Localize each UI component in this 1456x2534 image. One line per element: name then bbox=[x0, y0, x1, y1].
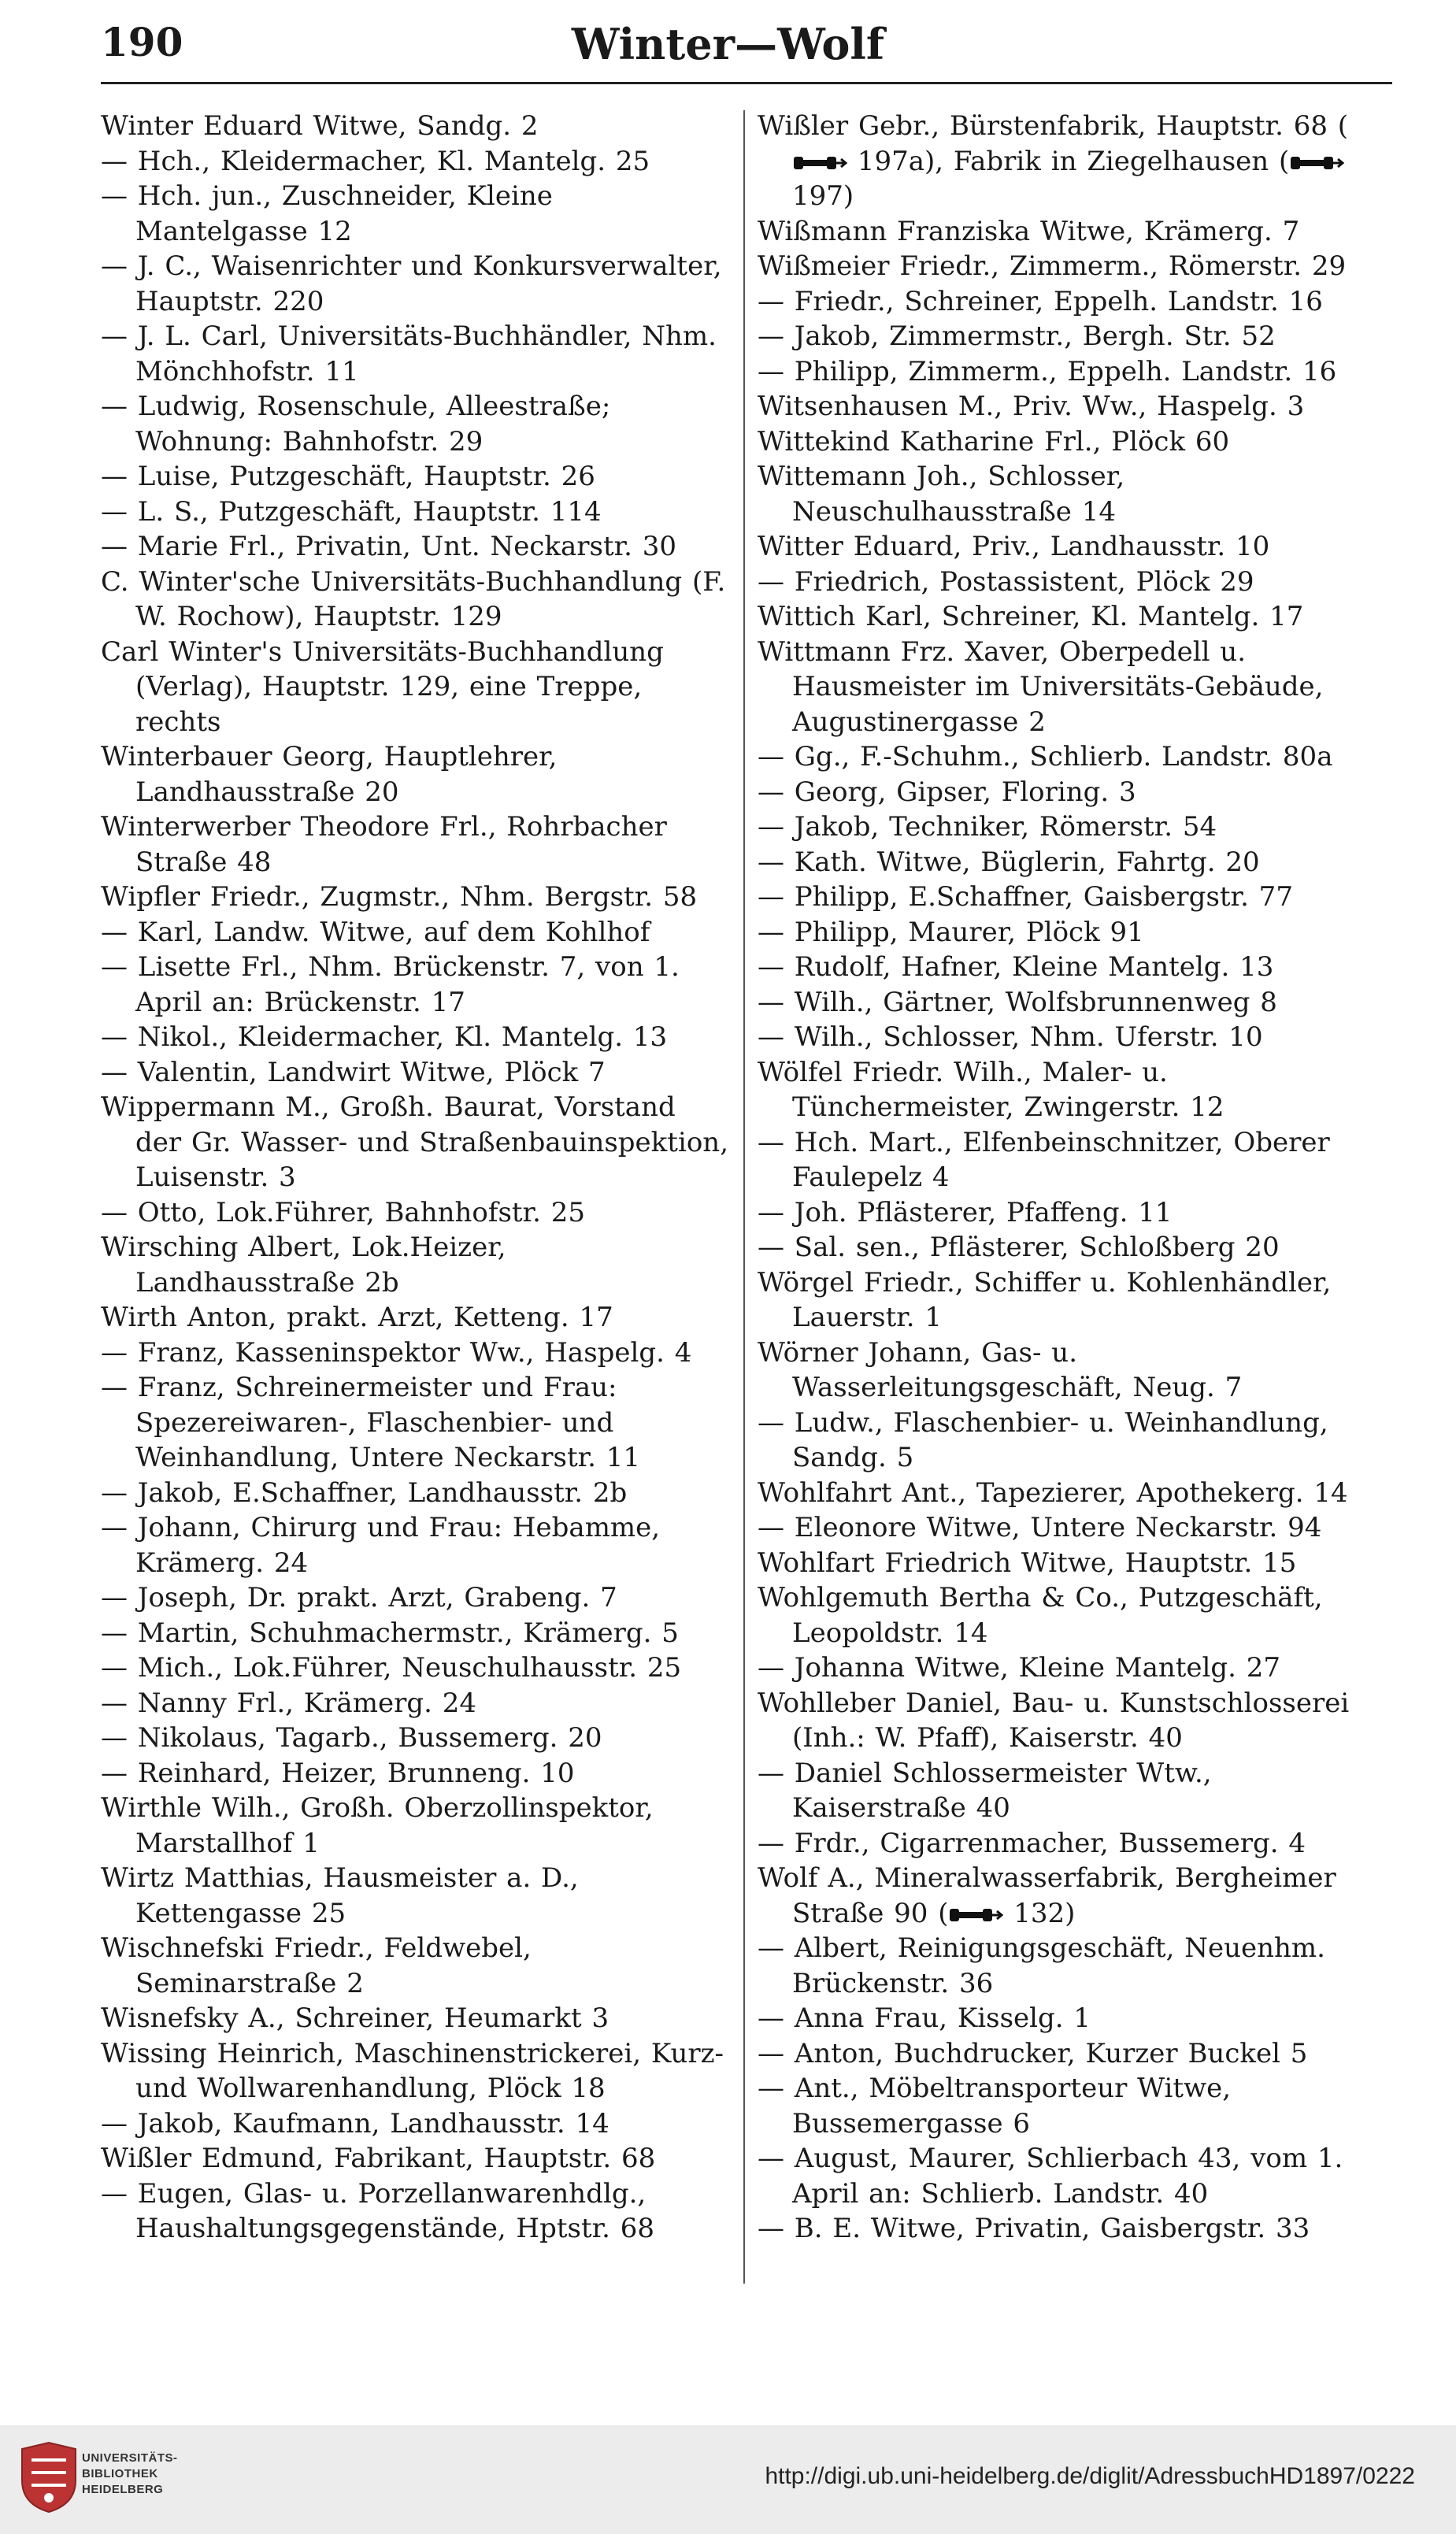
directory-entry: — Otto, Lok.Führer, Bahnhofstr. 25 bbox=[101, 1196, 585, 1228]
directory-entry: — Anna Frau, Kisselg. 1 bbox=[758, 2002, 1091, 2034]
directory-entry: Wohlfart Friedrich Witwe, Hauptstr. 15 bbox=[758, 1547, 1297, 1579]
directory-entry: Winter Eduard Witwe, Sandg. 2 bbox=[101, 110, 539, 142]
library-seal-icon bbox=[17, 2441, 80, 2514]
directory-entry: — Nanny Frl., Krämerg. 24 bbox=[101, 1687, 476, 1719]
directory-entry: Wippermann M., Großh. Baurat, Vorstand der Gr. Wasser- und Straßenbauinspektion, Luisenstr. 3 bbox=[101, 1091, 728, 1193]
directory-entry: — Martin, Schuhmachermstr., Krämerg. 5 bbox=[101, 1617, 679, 1649]
directory-entry: — Lisette Frl., Nhm. Brückenstr. 7, von 1. April an: Brückenstr. 17 bbox=[101, 951, 680, 1018]
page-number: 190 bbox=[101, 19, 183, 65]
logo-line: HEIDELBERG bbox=[82, 2483, 164, 2496]
directory-entry: Winterbauer Georg, Hauptlehrer, Landhausstraße 20 bbox=[101, 741, 558, 808]
directory-entry bbox=[758, 109, 1394, 214]
directory-entry: — Mich., Lok.Führer, Neuschulhausstr. 25 bbox=[101, 1652, 682, 1684]
entry-text: Wolf A., Mineralwasserfabrik, Bergheimer Straße 90 ( bbox=[758, 1862, 1336, 1929]
directory-entry: Wohlgemuth Bertha & Co., Putzgeschäft, Leopoldstr. 14 bbox=[758, 1582, 1323, 1649]
directory-entry: — Gg., F.-Schuhm., Schlierb. Landstr. 80a bbox=[758, 741, 1333, 772]
logo-line: UNIVERSITÄTS- bbox=[82, 2451, 178, 2465]
directory-entry: Wohlleber Daniel, Bau- u. Kunstschlosserei (Inh.: W. Pfaff), Kaiserstr. 40 bbox=[758, 1687, 1350, 1754]
directory-entry: — Eugen, Glas- u. Porzellanwarenhdlg., Haushaltungsgegenstände, Hptstr. 68 bbox=[101, 2177, 655, 2244]
directory-entry: Wirthle Wilh., Großh. Oberzollinspektor, Marstallhof 1 bbox=[101, 1792, 654, 1859]
directory-entry: — Marie Frl., Privatin, Unt. Neckarstr. 30 bbox=[101, 531, 676, 562]
directory-entry: — Frdr., Cigarrenmacher, Bussemerg. 4 bbox=[758, 1827, 1306, 1859]
directory-entry: — Hch. jun., Zuschneider, Kleine Mantelgasse 12 bbox=[101, 180, 553, 247]
directory-entry: — Ludw., Flaschenbier- u. Weinhandlung, Sandg. 5 bbox=[758, 1406, 1328, 1473]
directory-entry: Wohlfahrt Ant., Tapezierer, Apothekerg. 14 bbox=[758, 1476, 1348, 1509]
directory-entry: Wirtz Matthias, Hausmeister a. D., Kettengasse 25 bbox=[101, 1862, 579, 1929]
directory-entry: — Nikol., Kleidermacher, Kl. Mantelg. 13 bbox=[101, 1021, 668, 1053]
directory-entry: Wirth Anton, prakt. Arzt, Ketteng. 17 bbox=[101, 1302, 613, 1333]
page-title: Winter—Wolf bbox=[571, 19, 885, 69]
directory-entry: — Ludwig, Rosenschule, Alleestraße; Wohnung: Bahnhofstr. 29 bbox=[101, 391, 611, 458]
directory-entry: Witter Eduard, Priv., Landhausstr. 10 bbox=[758, 531, 1270, 562]
directory-entry: — Jakob, Kaufmann, Landhausstr. 14 bbox=[101, 2107, 609, 2139]
directory-entry: — Philipp, Maurer, Plöck 91 bbox=[758, 916, 1144, 948]
entry-text: 132) bbox=[1003, 1897, 1076, 1929]
directory-entry: Carl Winter's Universitäts-Buchhandlung (Verlag), Hauptstr. 129, eine Treppe, rechts bbox=[101, 635, 664, 738]
directory-entry: — J. L. Carl, Universitäts-Buchhändler, Nhm. Mönchhofstr. 11 bbox=[101, 320, 717, 387]
directory-entry: Wittich Karl, Schreiner, Kl. Mantelg. 17 bbox=[758, 601, 1304, 632]
directory-entry: — Reinhard, Heizer, Brunneng. 10 bbox=[101, 1757, 575, 1789]
directory-entry: Wischnefski Friedr., Feldwebel, Seminarstraße 2 bbox=[101, 1932, 532, 1999]
column-divider bbox=[743, 110, 745, 2284]
directory-entry: — August, Maurer, Schlierbach 43, vom 1. April an: Schlierb. Landstr. 40 bbox=[758, 2143, 1343, 2210]
right-column bbox=[758, 109, 1394, 2247]
telephone-icon bbox=[792, 153, 847, 173]
directory-entry: — Friedrich, Postassistent, Plöck 29 bbox=[758, 565, 1254, 598]
directory-entry: — J. C., Waisenrichter und Konkursverwalter, Hauptstr. 220 bbox=[101, 250, 722, 317]
directory-entry bbox=[758, 1861, 1394, 1931]
directory-entry: — Sal. sen., Pflästerer, Schloßberg 20 bbox=[758, 1232, 1280, 1263]
directory-entry: — Kath. Witwe, Büglerin, Fahrtg. 20 bbox=[758, 846, 1260, 878]
entry-text: Wißler Gebr., Bürstenfabrik, Hauptstr. 68 ( bbox=[758, 110, 1349, 142]
directory-entry: Wipfler Friedr., Zugmstr., Nhm. Bergstr. 58 bbox=[101, 881, 698, 913]
directory-entry: — Johanna Witwe, Kleine Mantelg. 27 bbox=[758, 1652, 1281, 1684]
directory-entry: — Daniel Schlossermeister Wtw., Kaiserstraße 40 bbox=[758, 1757, 1212, 1824]
directory-entry: — Franz, Schreinermeister und Frau: Spezereiwaren-, Flaschenbier- und Weinhandlung, Untere Neckarstr. 11 bbox=[101, 1372, 641, 1473]
directory-entry: — Ant., Möbeltransporteur Witwe, Bussemergasse 6 bbox=[758, 2073, 1232, 2139]
library-logo-text bbox=[82, 2451, 178, 2498]
directory-entry: — Wilh., Schlosser, Nhm. Uferstr. 10 bbox=[758, 1021, 1263, 1053]
directory-entry: — Jakob, Zimmermstr., Bergh. Str. 52 bbox=[758, 320, 1276, 352]
directory-entry: — Philipp, Zimmerm., Eppelh. Landstr. 16 bbox=[758, 355, 1337, 387]
directory-entry: — Nikolaus, Tagarb., Bussemerg. 20 bbox=[101, 1722, 602, 1754]
directory-entry: Wißmeier Friedr., Zimmerm., Römerstr. 29 bbox=[758, 250, 1347, 282]
header-rule bbox=[101, 82, 1392, 84]
directory-entry: Wißmann Franziska Witwe, Krämerg. 7 bbox=[758, 215, 1300, 247]
directory-entry: — Friedr., Schreiner, Eppelh. Landstr. 16 bbox=[758, 285, 1323, 317]
directory-entry: — Hch. Mart., Elfenbeinschnitzer, Oberer Faulepelz 4 bbox=[758, 1126, 1330, 1193]
left-column bbox=[101, 109, 731, 2247]
source-url-link[interactable]: http://digi.ub.uni-heidelberg.de/diglit/AdressbuchHD1897/0222 bbox=[765, 2463, 1415, 2489]
directory-entry: Wörner Johann, Gas- u. Wasserleitungsgeschäft, Neug. 7 bbox=[758, 1336, 1243, 1403]
footer-bar bbox=[0, 2425, 1456, 2534]
directory-entry: — Wilh., Gärtner, Wolfsbrunnenweg 8 bbox=[758, 986, 1277, 1018]
directory-entry: Wissing Heinrich, Maschinenstrickerei, Kurz- und Wollwarenhandlung, Plöck 18 bbox=[101, 2037, 724, 2104]
directory-entry: — Jakob, E.Schaffner, Landhausstr. 2b bbox=[101, 1476, 628, 1509]
directory-entry: Wittekind Katharine Frl., Plöck 60 bbox=[758, 425, 1230, 458]
directory-entry: — Karl, Landw. Witwe, auf dem Kohlhof bbox=[101, 916, 650, 948]
directory-entry: Wittemann Joh., Schlosser, Neuschulhausstraße 14 bbox=[758, 461, 1125, 528]
directory-entry: — Hch., Kleidermacher, Kl. Mantelg. 25 bbox=[101, 145, 650, 177]
directory-entry: Wißler Edmund, Fabrikant, Hauptstr. 68 bbox=[101, 2143, 656, 2174]
directory-entry: — Georg, Gipser, Floring. 3 bbox=[758, 776, 1136, 808]
directory-entry: — Anton, Buchdrucker, Kurzer Buckel 5 bbox=[758, 2037, 1308, 2069]
entry-text: 197a), Fabrik in Ziegelhausen ( bbox=[847, 145, 1290, 177]
directory-entry: C. Winter'sche Universitäts-Buchhandlung (F. W. Rochow), Hauptstr. 129 bbox=[101, 565, 726, 632]
entry-text: 197) bbox=[792, 180, 854, 212]
directory-entry: Wölfel Friedr. Wilh., Maler- u. Tünchermeister, Zwingerstr. 12 bbox=[758, 1056, 1224, 1123]
directory-entry: — Franz, Kasseninspektor Ww., Haspelg. 4 bbox=[101, 1336, 692, 1369]
directory-entry: — L. S., Putzgeschäft, Hauptstr. 114 bbox=[101, 495, 602, 528]
directory-entry: — Johann, Chirurg und Frau: Hebamme, Krämerg. 24 bbox=[101, 1512, 661, 1579]
directory-entry: — Luise, Putzgeschäft, Hauptstr. 26 bbox=[101, 461, 595, 492]
telephone-icon bbox=[948, 1905, 1003, 1925]
directory-entry: Wittmann Frz. Xaver, Oberpedell u. Hausmeister im Universitäts-Gebäude, Augustinergasse 2 bbox=[758, 635, 1324, 738]
directory-entry: — Joh. Pflästerer, Pfaffeng. 11 bbox=[758, 1196, 1173, 1228]
directory-entry: — Joseph, Dr. prakt. Arzt, Grabeng. 7 bbox=[101, 1582, 617, 1613]
directory-entry: Witsenhausen M., Priv. Ww., Haspelg. 3 bbox=[758, 391, 1305, 422]
directory-entry: — Philipp, E.Schaffner, Gaisbergstr. 77 bbox=[758, 881, 1293, 913]
directory-entry: — Valentin, Landwirt Witwe, Plöck 7 bbox=[101, 1056, 606, 1088]
directory-entry: Winterwerber Theodore Frl., Rohrbacher Straße 48 bbox=[101, 811, 667, 878]
directory-entry: Wörgel Friedr., Schiffer u. Kohlenhändler, Lauerstr. 1 bbox=[758, 1266, 1332, 1333]
directory-entry: — Albert, Reinigungsgeschäft, Neuenhm. Brückenstr. 36 bbox=[758, 1932, 1325, 1999]
page-header bbox=[0, 19, 1456, 69]
directory-entry: Wisnefsky A., Schreiner, Heumarkt 3 bbox=[101, 2002, 609, 2034]
directory-entry: — B. E. Witwe, Privatin, Gaisbergstr. 33 bbox=[758, 2213, 1310, 2244]
logo-line: BIBLIOTHEK bbox=[82, 2467, 158, 2480]
telephone-icon bbox=[1289, 153, 1344, 173]
directory-entry: Wirsching Albert, Lok.Heizer, Landhausstraße 2b bbox=[101, 1232, 506, 1298]
directory-entry: — Jakob, Techniker, Römerstr. 54 bbox=[758, 811, 1217, 843]
directory-entry: — Eleonore Witwe, Untere Neckarstr. 94 bbox=[758, 1512, 1322, 1543]
directory-entry: — Rudolf, Hafner, Kleine Mantelg. 13 bbox=[758, 951, 1274, 983]
